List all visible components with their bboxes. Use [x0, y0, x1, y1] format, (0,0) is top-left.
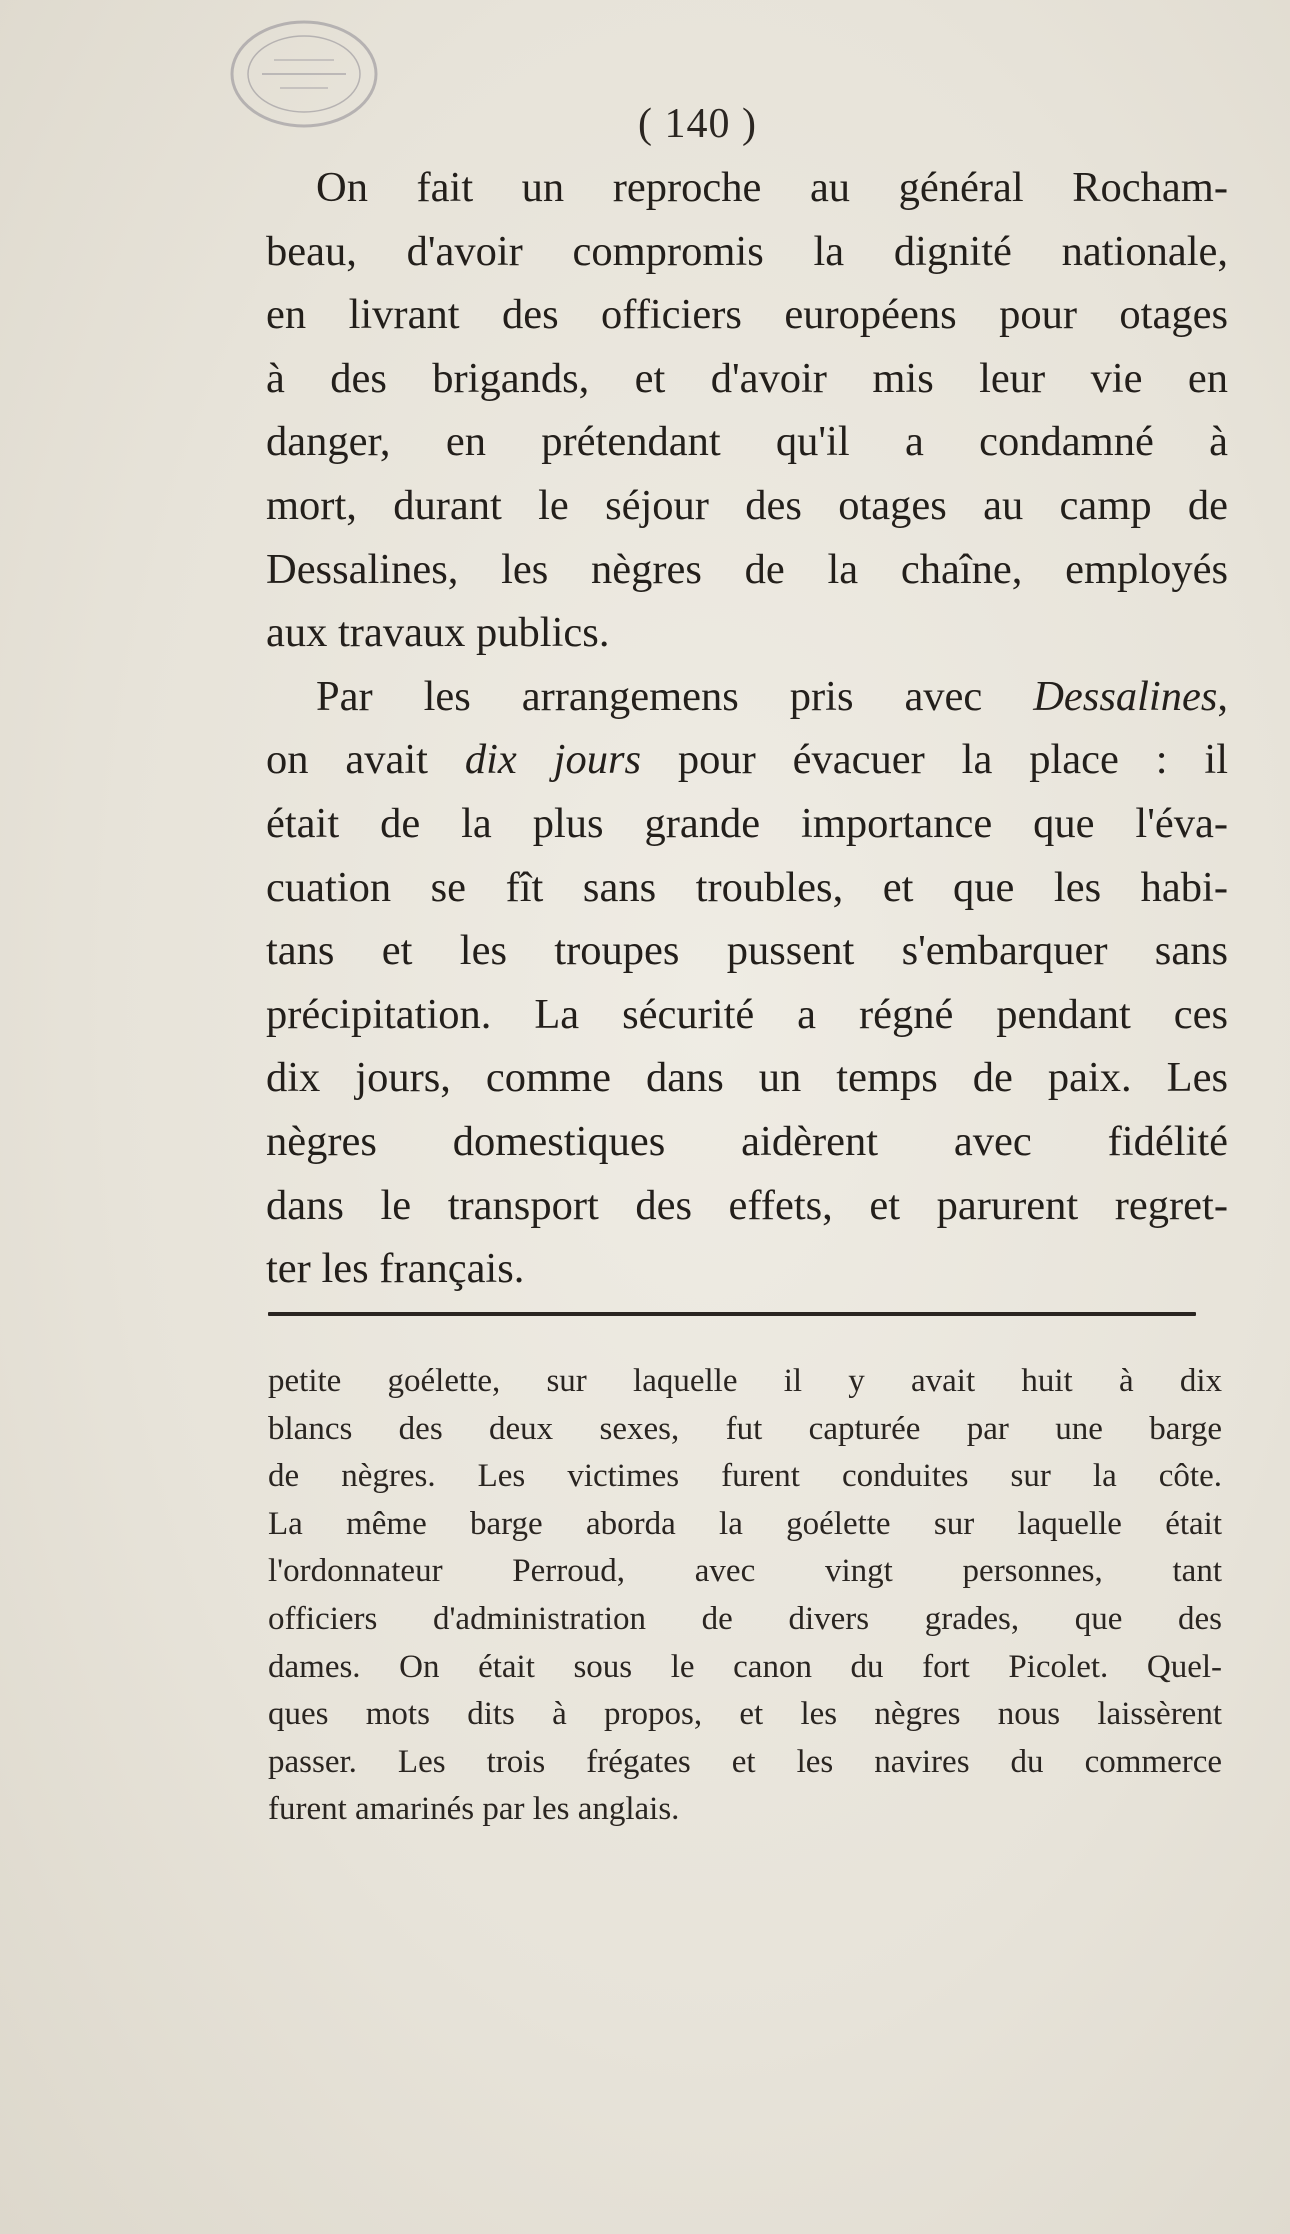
text-line: était de la plus grande importance que l'éva-	[266, 799, 1228, 847]
text-segment: on avait	[266, 736, 465, 784]
text-line: nègres domestiques aidèrent avec fidélité	[266, 1117, 1228, 1165]
text-segment: Par les arrangemens pris avec	[316, 672, 1034, 720]
footnote-line: l'ordonnateur Perroud, avec vingt personnes, tant	[268, 1553, 1222, 1590]
text-line: à des brigands, et d'avoir mis leur vie en	[266, 354, 1228, 402]
text-line	[266, 728, 1228, 792]
footnote-line: furent amarinés par les anglais.	[268, 1791, 680, 1828]
text-line: tans et les troupes pussent s'embarquer sans	[266, 927, 1228, 975]
italic-phrase: dix jours	[464, 736, 642, 784]
text-line: Dessalines, les nègres de la chaîne, employés	[266, 545, 1228, 593]
text-segment: pour évacuer la place : il	[641, 736, 1229, 784]
footnote-line: petite goélette, sur laquelle il y avait huit à dix	[268, 1363, 1222, 1399]
text-line: mort, durant le séjour des otages au camp de	[266, 481, 1228, 529]
footnote-line: de nègres. Les victimes furent conduites sur la côte.	[268, 1458, 1222, 1495]
text-line: cuation se fît sans troubles, et que les habi-	[266, 863, 1228, 911]
text-line: aux travaux publics.	[266, 609, 610, 657]
main-text-body	[266, 156, 1228, 1301]
footnote-line: dames. On était sous le canon du fort Picolet. Quel-	[268, 1648, 1222, 1685]
footnote-line: La même barge aborda la goélette sur laquelle était	[268, 1505, 1222, 1542]
footnote-line: passer. Les trois frégates et les navires du commerce	[268, 1743, 1222, 1780]
footnote-body	[268, 1358, 1222, 1834]
text-line: dans le transport des effets, et parurent regret-	[266, 1181, 1228, 1229]
text-line	[266, 665, 1228, 729]
text-line: en livrant des officiers européens pour otages	[266, 291, 1228, 339]
text-segment: ,	[1217, 672, 1228, 720]
text-line: danger, en prétendant qu'il a condamné à	[266, 418, 1228, 466]
footnote-line: officiers d'administration de divers grades, que des	[268, 1600, 1222, 1637]
text-line: On fait un reproche au général Rocham-	[316, 164, 1228, 211]
footnote-divider	[268, 1312, 1196, 1316]
italic-name: Dessalines	[1033, 672, 1218, 720]
page-number: ( 140 )	[638, 101, 757, 147]
text-line: beau, d'avoir compromis la dignité nationale,	[266, 227, 1228, 275]
footnote-line: blancs des deux sexes, fut capturée par une barge	[268, 1410, 1222, 1447]
text-line: dix jours, comme dans un temps de paix. Les	[266, 1054, 1228, 1102]
text-line: ter les français.	[266, 1245, 525, 1293]
footnote-line: ques mots dits à propos, et les nègres nous laissèrent	[268, 1696, 1222, 1733]
text-line: précipitation. La sécurité a régné pendant ces	[266, 990, 1228, 1038]
